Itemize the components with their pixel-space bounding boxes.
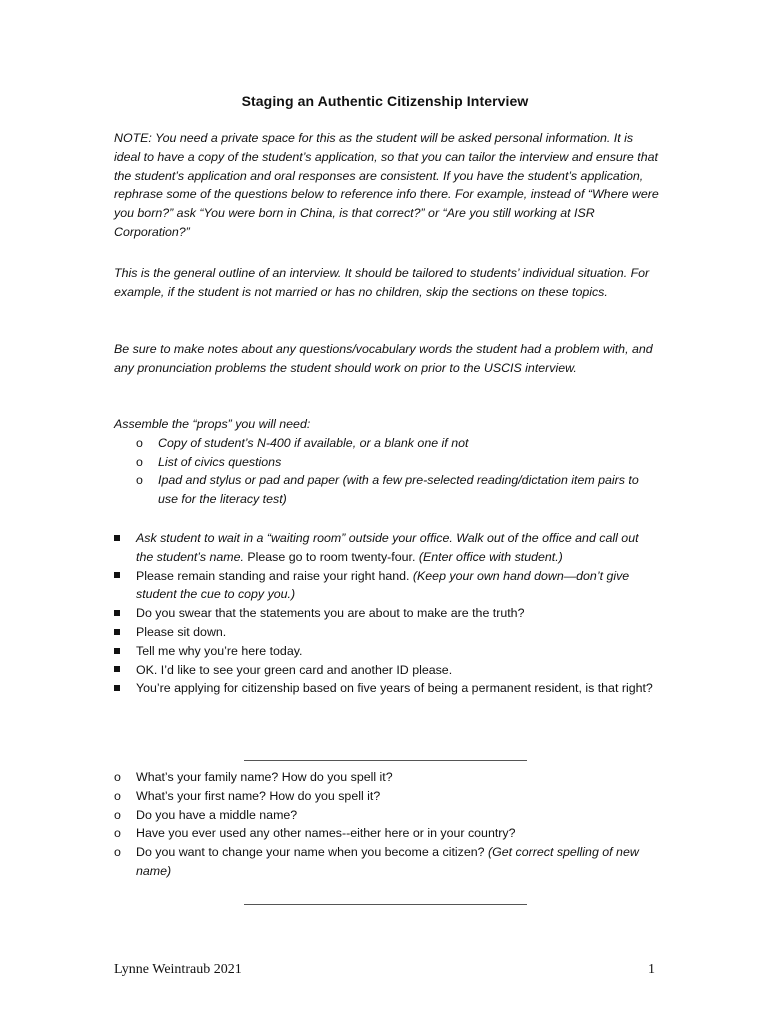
square-bullet-icon [114, 642, 120, 661]
list-item: o Do you want to change your name when you become a citizen? (Get correct spelling of new name) [114, 845, 639, 878]
square-bullet-icon [114, 661, 120, 680]
circle-bullet-icon: o [136, 473, 143, 488]
name-questions-list [114, 768, 659, 881]
list-item: Tell me why you’re here today. [114, 642, 659, 661]
list-item: o Copy of student’s N-400 if available, or a blank one if not [114, 434, 659, 453]
notes-reminder-paragraph: Be sure to make notes about any questions/vocabulary words the student had a problem with, and any pronunciation problems the student should work on prior to the USCIS interview. [114, 342, 653, 375]
list-item: o Have you ever used any other names--either here or in your country? [114, 824, 659, 843]
list-item: Ask student to wait in a “waiting room” outside your office. Walk out of the office and call out the student’s name. Please go to room twenty-four. (Enter office with student.) [114, 529, 659, 567]
circle-bullet-icon: o [136, 435, 143, 450]
intro-section [114, 129, 659, 242]
name-questions-section [114, 768, 659, 881]
square-bullet-icon [114, 604, 120, 623]
list-item: Please remain standing and raise your right hand. (Keep your own hand down—don’t give student the cue to copy you.) [114, 567, 659, 605]
circle-bullet-icon: o [114, 826, 121, 841]
circle-bullet-icon: o [114, 770, 121, 784]
props-list [114, 434, 659, 509]
list-item: Please sit down. [114, 623, 659, 642]
circle-bullet-icon: o [114, 845, 121, 860]
props-section [114, 415, 659, 509]
list-item: Do you swear that the statements you are about to make are the truth? [114, 604, 659, 623]
section-divider [244, 760, 527, 761]
page-title: Staging an Authentic Citizenship Interview [241, 93, 529, 109]
list-item: o What’s your first name? How do you spell it? [114, 787, 659, 806]
list-item: o Ipad and stylus or pad and paper (with a few pre-selected reading/dictation item pairs to use for the literacy test) [136, 473, 639, 507]
interview-steps-section [114, 529, 659, 698]
square-bullet-icon [114, 529, 120, 548]
list-item: You’re applying for citizenship based on five years of being a permanent resident, is that right? [114, 679, 659, 698]
list-item: o What’s your family name? How do you spell it? [114, 768, 659, 787]
section-divider [244, 904, 527, 905]
page-number: 1 [648, 962, 655, 977]
props-intro: Assemble the “props” you will need: [114, 417, 311, 431]
outline-section [114, 264, 659, 302]
circle-bullet-icon: o [114, 788, 121, 803]
reminder-section [114, 340, 659, 378]
steps-list [114, 529, 659, 698]
footer-author: Lynne Weintraub 2021 [114, 962, 242, 977]
square-bullet-icon [114, 679, 120, 698]
list-item: o List of civics questions [114, 453, 659, 472]
square-bullet-icon [114, 567, 120, 586]
list-item: OK. I’d like to see your green card and another ID please. [114, 661, 659, 680]
square-bullet-icon [114, 623, 120, 642]
list-item: o Do you have a middle name? [114, 806, 659, 825]
note-paragraph: NOTE: You need a private space for this as the student will be asked personal information. It is ideal to have a copy of the student’s application, so that you can tailor the interview and ensure that the student’s application and oral responses are consistent. If you have the student’s application, rephrase some of the questions below to reference info there. For example, instead of “Where were you born?” ask “You were born in China, is that correct?” or “Are you still working at ISR Corporation?” [114, 131, 659, 239]
circle-bullet-icon: o [114, 807, 121, 822]
outline-paragraph: This is the general outline of an interview. It should be tailored to students’ individual situation. For example, if the student is not married or has no children, skip the sections on these topics. [114, 266, 650, 299]
circle-bullet-icon: o [136, 454, 143, 469]
